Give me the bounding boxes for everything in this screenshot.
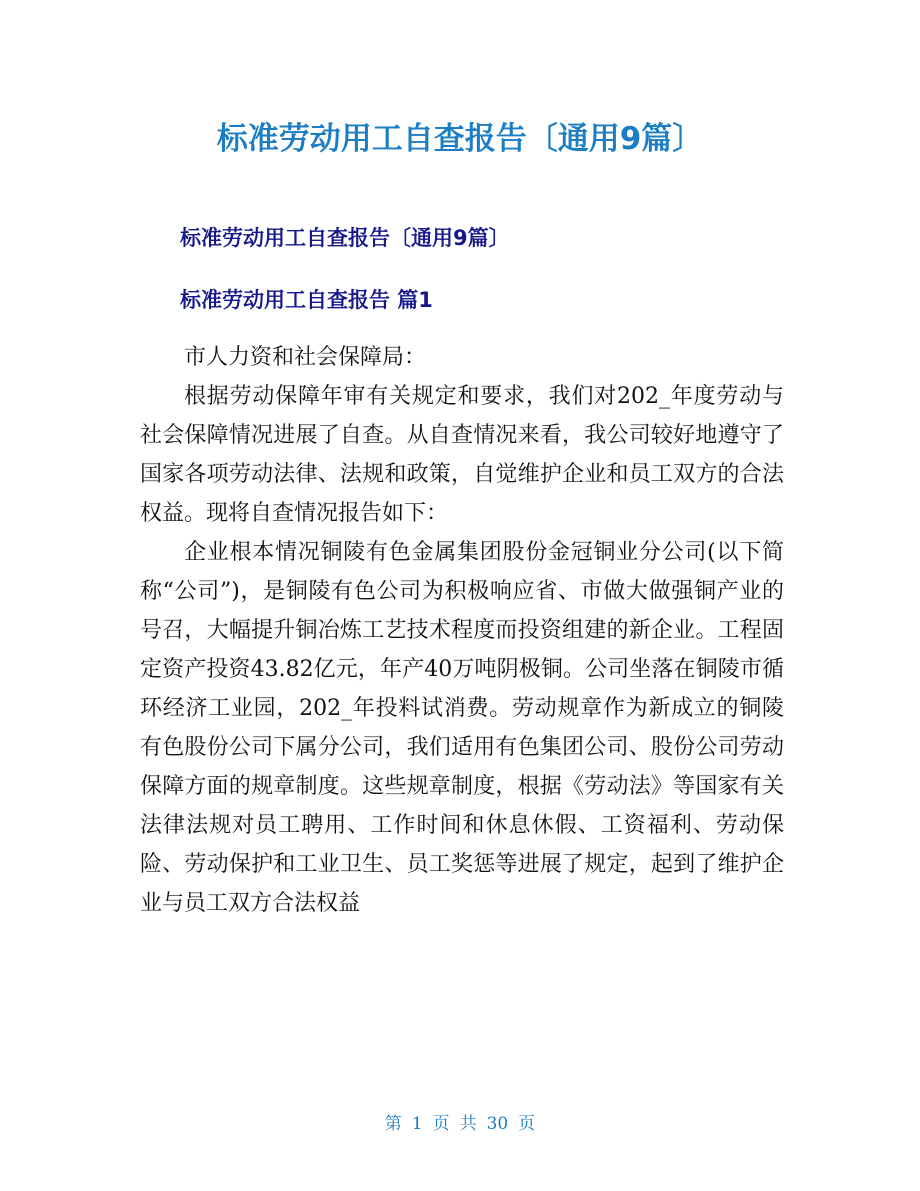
document-subtitle: 标准劳动用工自查报告〔通用9篇〕 — [180, 226, 510, 250]
footer-label-unit: 页 — [432, 1114, 450, 1134]
paragraph-intro: 根据劳动保障年审有关规定和要求，我们对202_年度劳动与社会保障情况进展了自查。从自查情况来看，我公司较好地遵守了国家各项劳动法律、法规和政策，自觉维护企业和员工双方的合法权益。现将自查情况报告如下： — [140, 384, 784, 526]
page-footer — [0, 1112, 920, 1136]
document-title: 标准劳动用工自查报告〔通用9篇〕 — [216, 121, 704, 157]
footer-current-page: 1 — [411, 1114, 423, 1134]
paragraph-salutation: 市人力资和社会保障局： — [184, 345, 427, 370]
footer-label-page: 第 — [384, 1114, 402, 1134]
footer-label-total: 共 — [459, 1114, 477, 1134]
section-heading: 标准劳动用工自查报告 篇1 — [180, 288, 433, 312]
footer-total-pages: 30 — [486, 1114, 509, 1134]
document-body — [140, 338, 784, 923]
paragraph-company-info: 企业根本情况铜陵有色金属集团股份金冠铜业分公司(以下简称“公司”)，是铜陵有色公司为积极响应省、市做大做强铜产业的号召，大幅提升铜冶炼工艺技术程度而投资组建的新企业。工程固定资产投资43.82亿元，年产40万吨阴极铜。公司坐落在铜陵市循环经济工业园，202_年投料试消费。劳动规章作为新成立的铜陵有色股份公司下属分公司，我们适用有色集团公司、股份公司劳动保障方面的规章制度。这些规章制度，根据《劳动法》等国家有关法律法规对员工聘用、工作时间和休息休假、工资福利、劳动保险、劳动保护和工业卫生、员工奖惩等进展了规定，起到了维护企业与员工双方合法权益 — [140, 540, 784, 916]
footer-label-unit-end: 页 — [518, 1114, 536, 1134]
